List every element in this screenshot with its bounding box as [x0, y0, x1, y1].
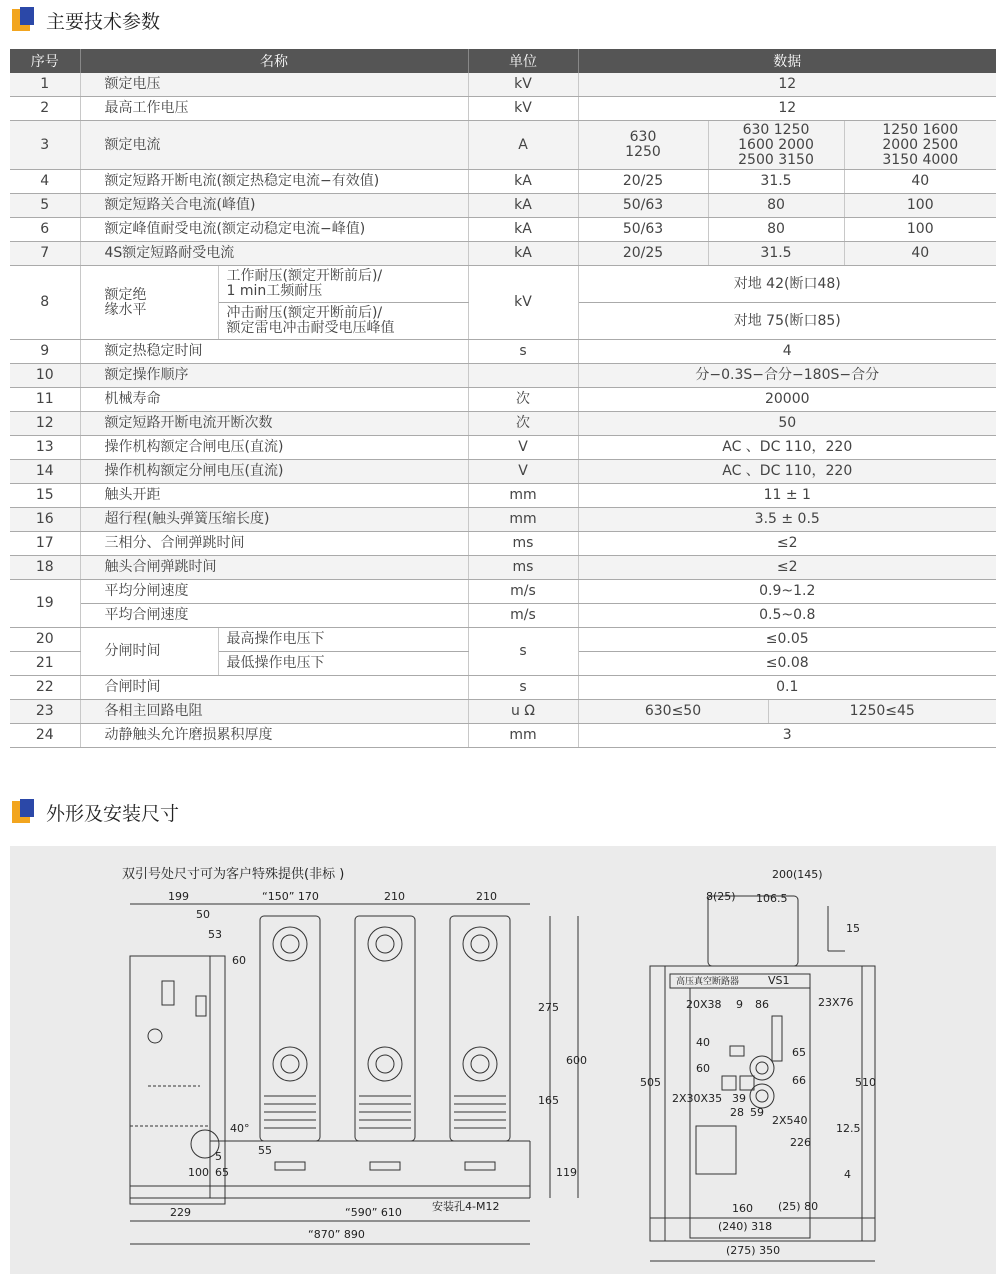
row-value: 对地 75(断口85)	[578, 303, 996, 340]
dim-label: “590” 610	[345, 1206, 402, 1219]
row-unit: V	[468, 436, 578, 460]
dim-label: 86	[755, 998, 769, 1011]
row-unit: kV	[468, 266, 578, 340]
row-unit: kV	[468, 73, 578, 97]
row-name: 额定操作顺序	[80, 364, 468, 388]
row-value: 80	[708, 194, 844, 218]
row-value: 630≤50	[578, 700, 768, 724]
row-value: ≤0.08	[578, 652, 996, 676]
row-value: ≤2	[578, 532, 996, 556]
row-unit: mm	[468, 724, 578, 748]
row-name: 分闸时间	[80, 628, 218, 676]
row-unit: ms	[468, 556, 578, 580]
dim-label: 4	[844, 1168, 851, 1181]
row-unit: mm	[468, 508, 578, 532]
row-name: 额定短路开断电流开断次数	[80, 412, 468, 436]
row-name: 4S额定短路耐受电流	[80, 242, 468, 266]
section-header-dims	[12, 794, 179, 830]
row-unit: m/s	[468, 580, 578, 604]
row-value: 1250 1600 2000 2500 3150 4000	[844, 121, 996, 170]
row-no: 7	[10, 242, 80, 266]
row-unit: u Ω	[468, 700, 578, 724]
row-no: 8	[10, 266, 80, 340]
row-value: 0.1	[578, 676, 996, 700]
row-value: 11 ± 1	[578, 484, 996, 508]
row-no: 16	[10, 508, 80, 532]
dim-label: 226	[790, 1136, 811, 1149]
row-unit: mm	[468, 484, 578, 508]
row-unit: kA	[468, 194, 578, 218]
row-value: 对地 42(断口48)	[578, 266, 996, 303]
dim-label: 安装孔4-M12	[432, 1200, 500, 1213]
table-row	[10, 170, 996, 194]
dim-label: “150” 170	[262, 890, 319, 903]
row-no: 9	[10, 340, 80, 364]
row-unit: kA	[468, 242, 578, 266]
dim-label: 210	[476, 890, 497, 903]
section-title-specs: 主要技术参数	[46, 10, 161, 33]
table-row	[10, 628, 996, 652]
drawing-note: 双引号处尺寸可为客户特殊提供(非标 )	[122, 867, 345, 882]
table-row	[10, 508, 996, 532]
row-no: 18	[10, 556, 80, 580]
row-name: 额定电流	[80, 121, 468, 170]
table-row	[10, 556, 996, 580]
dimension-drawing	[10, 846, 996, 1274]
row-no: 4	[10, 170, 80, 194]
dim-label: 50	[196, 908, 210, 921]
row-no: 19	[10, 580, 80, 628]
row-no: 13	[10, 436, 80, 460]
table-row	[10, 460, 996, 484]
row-name: 动静触头允许磨损累积厚度	[80, 724, 468, 748]
mechanism-housing	[130, 956, 225, 1204]
dim-label: 12.5	[836, 1122, 861, 1135]
row-unit: kA	[468, 218, 578, 242]
row-unit: ms	[468, 532, 578, 556]
row-no: 12	[10, 412, 80, 436]
dim-label: 39	[732, 1092, 746, 1105]
row-value: 50/63	[578, 218, 708, 242]
dim-label: “870” 890	[308, 1228, 365, 1241]
row-no: 14	[10, 460, 80, 484]
dimension-drawing-panel	[10, 846, 996, 1274]
header-unit: 单位	[468, 49, 578, 73]
table-row	[10, 388, 996, 412]
row-unit: A	[468, 121, 578, 170]
row-subname: 最低操作电压下	[218, 652, 468, 676]
table-row	[10, 676, 996, 700]
dim-label: (275) 350	[726, 1244, 781, 1257]
row-subname: 工作耐压(额定开断前后)/ 1 min工频耐压	[218, 266, 468, 303]
row-no: 15	[10, 484, 80, 508]
dim-label: 66	[792, 1074, 806, 1087]
dim-label: 119	[556, 1166, 577, 1179]
row-value: 12	[578, 73, 996, 97]
dim-label: 59	[750, 1106, 764, 1119]
dim-label: 65	[792, 1046, 806, 1059]
row-name: 合闸时间	[80, 676, 468, 700]
row-value: 630 1250	[578, 121, 708, 170]
dim-label: (25) 80	[778, 1200, 819, 1213]
table-row	[10, 532, 996, 556]
row-name: 最高工作电压	[80, 97, 468, 121]
row-name: 额定峰值耐受电流(额定动稳定电流−峰值)	[80, 218, 468, 242]
dim-label: 210	[384, 890, 405, 903]
table-row	[10, 242, 996, 266]
row-unit: 次	[468, 412, 578, 436]
model-label: VS1	[768, 974, 790, 987]
row-no: 5	[10, 194, 80, 218]
row-no: 20	[10, 628, 80, 652]
row-value: ≤2	[578, 556, 996, 580]
row-no: 10	[10, 364, 80, 388]
table-row	[10, 580, 996, 604]
row-no: 23	[10, 700, 80, 724]
row-value: AC 、DC 110，220	[578, 460, 996, 484]
row-name: 触头合闸弹跳时间	[80, 556, 468, 580]
nameplate-label: 高压真空断路器	[676, 977, 740, 987]
table-row	[10, 604, 996, 628]
table-row	[10, 412, 996, 436]
row-unit: kV	[468, 97, 578, 121]
row-name: 额定短路关合电流(峰值)	[80, 194, 468, 218]
section-header-specs	[12, 2, 160, 38]
row-no: 6	[10, 218, 80, 242]
row-value: 20/25	[578, 170, 708, 194]
dim-label: 65	[215, 1166, 229, 1179]
row-value: 31.5	[708, 242, 844, 266]
row-value: 80	[708, 218, 844, 242]
dim-label: 100	[188, 1166, 209, 1179]
row-name: 额定电压	[80, 73, 468, 97]
table-row	[10, 700, 996, 724]
row-value: 3	[578, 724, 996, 748]
dim-label: 106.5	[756, 892, 788, 905]
dim-label: 20X38	[686, 998, 722, 1011]
header-name: 名称	[80, 49, 468, 73]
dim-label: 60	[232, 954, 246, 967]
row-value: AC 、DC 110，220	[578, 436, 996, 460]
pole-2	[355, 916, 415, 1170]
section-title-dims: 外形及安装尺寸	[46, 802, 180, 825]
row-value: 20000	[578, 388, 996, 412]
header-no: 序号	[10, 49, 80, 73]
row-no: 21	[10, 652, 80, 676]
row-value: 40	[844, 170, 996, 194]
row-value: 0.5~0.8	[578, 604, 996, 628]
dim-label: 5	[215, 1150, 222, 1163]
dim-label: 2X30X35	[672, 1092, 723, 1105]
header-data: 数据	[578, 49, 996, 73]
row-no: 2	[10, 97, 80, 121]
dim-label: 200(145)	[772, 868, 823, 881]
dim-label: 2X540	[772, 1114, 808, 1127]
row-name: 操作机构额定分闸电压(直流)	[80, 460, 468, 484]
dim-label: 53	[208, 928, 222, 941]
dim-label: 8(25)	[706, 890, 736, 903]
row-unit: 次	[468, 388, 578, 412]
row-value: 630 1250 1600 2000 2500 3150	[708, 121, 844, 170]
table-row	[10, 364, 996, 388]
dim-label: 510	[855, 1076, 876, 1089]
row-no: 24	[10, 724, 80, 748]
row-subname: 冲击耐压(额定开断前后)/ 额定雷电冲击耐受电压峰值	[218, 303, 468, 340]
row-name: 平均合闸速度	[80, 604, 468, 628]
row-value: 50/63	[578, 194, 708, 218]
row-unit: V	[468, 460, 578, 484]
dim-label: (240) 318	[718, 1220, 773, 1233]
dim-label: 40°	[230, 1122, 250, 1135]
row-value: 20/25	[578, 242, 708, 266]
row-no: 22	[10, 676, 80, 700]
row-name: 机械寿命	[80, 388, 468, 412]
dim-label: 23X76	[818, 996, 854, 1009]
section-bullet-icon	[12, 7, 38, 33]
table-row	[10, 436, 996, 460]
table-row	[10, 97, 996, 121]
row-value: 4	[578, 340, 996, 364]
dim-label: 55	[258, 1144, 272, 1157]
dim-label: 229	[170, 1206, 191, 1219]
row-unit: s	[468, 676, 578, 700]
row-unit: s	[468, 340, 578, 364]
row-name: 触头开距	[80, 484, 468, 508]
row-no: 11	[10, 388, 80, 412]
row-name: 额定绝 缘水平	[80, 266, 218, 340]
dim-label: 15	[846, 922, 860, 935]
row-name: 平均分闸速度	[80, 580, 468, 604]
table-row	[10, 218, 996, 242]
row-no: 17	[10, 532, 80, 556]
section-bullet-icon	[12, 799, 38, 825]
dim-label: 199	[168, 890, 189, 903]
row-name: 额定短路开断电流(额定热稳定电流−有效值)	[80, 170, 468, 194]
table-row	[10, 340, 996, 364]
table-row	[10, 73, 996, 97]
row-value: 1250≤45	[768, 700, 996, 724]
dim-label: 275	[538, 1001, 559, 1014]
row-value: 50	[578, 412, 996, 436]
pole-3	[450, 916, 510, 1170]
dim-label: 165	[538, 1094, 559, 1107]
row-name: 超行程(触头弹簧压缩长度)	[80, 508, 468, 532]
row-unit: kA	[468, 170, 578, 194]
row-value: 12	[578, 97, 996, 121]
row-value: 100	[844, 194, 996, 218]
dim-label: 60	[696, 1062, 710, 1075]
row-value: 3.5 ± 0.5	[578, 508, 996, 532]
row-value: 40	[844, 242, 996, 266]
row-value: 分−0.3S−合分−180S−合分	[578, 364, 996, 388]
pole-1	[260, 916, 320, 1170]
dim-label: 600	[566, 1054, 587, 1067]
row-unit: m/s	[468, 604, 578, 628]
row-value: 31.5	[708, 170, 844, 194]
dim-label: 40	[696, 1036, 710, 1049]
row-name: 三相分、合闸弹跳时间	[80, 532, 468, 556]
row-unit	[468, 364, 578, 388]
table-row	[10, 121, 996, 170]
row-no: 1	[10, 73, 80, 97]
row-unit: s	[468, 628, 578, 676]
spec-table	[10, 49, 996, 748]
table-row	[10, 194, 996, 218]
row-value: ≤0.05	[578, 628, 996, 652]
table-row	[10, 266, 996, 303]
row-value: 100	[844, 218, 996, 242]
table-header-row	[10, 49, 996, 73]
dim-label: 505	[640, 1076, 661, 1089]
table-row	[10, 724, 996, 748]
dim-label: 28	[730, 1106, 744, 1119]
row-value: 0.9~1.2	[578, 580, 996, 604]
row-subname: 最高操作电压下	[218, 628, 468, 652]
row-name: 额定热稳定时间	[80, 340, 468, 364]
row-name: 操作机构额定合闸电压(直流)	[80, 436, 468, 460]
dim-label: 160	[732, 1202, 753, 1215]
table-row	[10, 484, 996, 508]
row-name: 各相主回路电阻	[80, 700, 468, 724]
dim-label: 9	[736, 998, 743, 1011]
row-no: 3	[10, 121, 80, 170]
